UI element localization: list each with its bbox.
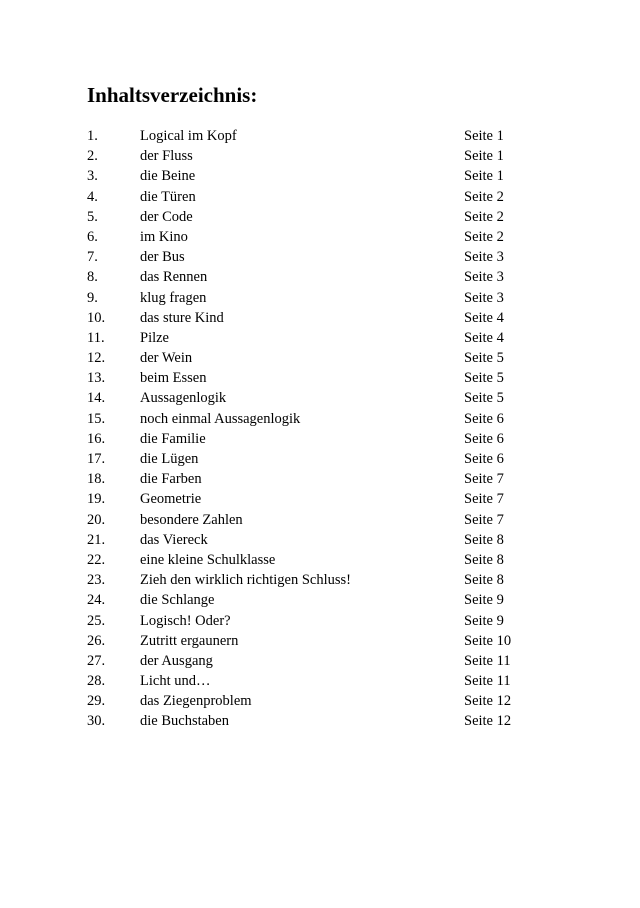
toc-entry-title: die Farben [140,471,202,488]
toc-entry-page: Seite 2 [464,208,504,225]
toc-entry-page: Seite 3 [464,289,504,306]
toc-entry-page: Seite 1 [464,168,504,185]
toc-entry [87,631,547,651]
toc-entry [87,550,547,570]
toc-entry-page: Seite 3 [464,269,504,286]
toc-entry-number: 30. [87,713,106,730]
toc-entry-title: Logical im Kopf [140,128,237,144]
table-of-contents [87,126,547,732]
toc-entry-page: Seite 8 [464,572,504,589]
toc-entry-page: Seite 2 [464,228,504,245]
toc-entry-title: das Rennen [140,269,208,286]
toc-entry-page: Seite 4 [464,329,504,346]
toc-entry-title: der Wein [140,350,193,367]
toc-entry-number: 27. [87,652,106,669]
toc-entry [87,388,547,408]
toc-entry-number: 19. [87,491,106,508]
toc-entry-page: Seite 1 [464,148,504,165]
toc-entry [87,611,547,631]
toc-entry-title: Zutritt ergaunern [140,632,239,649]
toc-entry-number: 13. [87,370,106,387]
toc-entry-page: Seite 11 [464,673,511,690]
toc-entry [87,409,547,429]
toc-entry-number: 5. [87,208,98,225]
toc-entry-title: eine kleine Schulklasse [140,551,276,568]
toc-entry-title: Licht und… [140,673,211,690]
toc-entry [87,348,547,368]
toc-entry-title: Pilze [140,329,169,346]
toc-entry-number: 21. [87,531,106,548]
toc-entry-title: die Türen [140,188,196,205]
toc-entry-number: 15. [87,410,106,427]
toc-entry-page: Seite 5 [464,350,504,367]
toc-entry-title: besondere Zahlen [140,511,243,528]
toc-entry-number: 8. [87,269,98,286]
toc-entry [87,469,547,489]
toc-entry-page: Seite 10 [464,632,512,649]
toc-entry [87,247,547,267]
toc-entry-number: 18. [87,471,106,488]
toc-entry-number: 22. [87,551,106,568]
toc-entry [87,227,547,247]
toc-entry [87,308,547,328]
toc-entry-number: 20. [87,511,106,528]
toc-entry [87,288,547,308]
toc-entry-title: der Fluss [140,148,193,165]
toc-entry [87,146,547,166]
toc-entry-title: die Lügen [140,451,199,467]
toc-entry-page: Seite 5 [464,390,504,407]
toc-entry-number: 7. [87,249,98,266]
toc-entry-page: Seite 12 [464,713,512,730]
toc-entry-page: Seite 9 [464,592,504,609]
toc-entry [87,711,547,731]
toc-entry-page: Seite 11 [464,652,511,669]
toc-entry-number: 6. [87,228,98,245]
toc-entry-title: beim Essen [140,370,207,387]
toc-entry-title: Zieh den wirklich richtigen Schluss! [140,572,352,589]
toc-entry-title: Geometrie [140,491,202,508]
toc-entry [87,328,547,348]
toc-entry-number: 17. [87,451,106,467]
toc-entry [87,570,547,590]
toc-entry-page: Seite 9 [464,612,504,629]
toc-entry-page: Seite 4 [464,309,504,326]
toc-entry-title: die Familie [140,430,206,447]
toc-entry [87,368,547,388]
toc-entry-number: 3. [87,168,98,185]
toc-entry-page: Seite 7 [464,471,504,488]
toc-entry-page: Seite 6 [464,410,504,427]
toc-entry [87,530,547,550]
toc-entry-title: im Kino [140,228,188,245]
toc-entry [87,429,547,449]
toc-entry [87,651,547,671]
toc-entry-number: 23. [87,572,106,589]
toc-entry-page: Seite 8 [464,531,504,548]
toc-entry-title: das sture Kind [140,309,224,326]
toc-entry-title: die Buchstaben [140,713,229,730]
toc-entry-number: 28. [87,673,106,690]
toc-entry-title: das Ziegenproblem [140,693,252,710]
toc-entry-title: noch einmal Aussagenlogik [140,410,301,427]
toc-entry-title: der Ausgang [140,652,213,669]
toc-entry-number: 10. [87,309,106,326]
toc-entry-title: die Schlange [140,592,215,609]
toc-entry [87,267,547,287]
toc-entry-title: der Bus [140,249,185,266]
toc-entry-number: 9. [87,289,98,306]
toc-entry [87,510,547,530]
toc-entry-title: Aussagenlogik [140,390,227,407]
toc-entry-title: das Viereck [140,531,208,548]
toc-entry-page: Seite 6 [464,451,504,467]
toc-entry [87,187,547,207]
toc-entry-number: 2. [87,148,98,165]
toc-entry-number: 16. [87,430,106,447]
toc-entry [87,691,547,711]
toc-entry [87,126,547,146]
toc-entry-number: 1. [87,128,98,144]
toc-entry-number: 26. [87,632,106,649]
toc-entry-page: Seite 12 [464,693,512,710]
toc-entry [87,671,547,691]
page-title: Inhaltsverzeichnis: [87,83,258,107]
toc-entry-title: die Beine [140,168,196,185]
toc-entry [87,166,547,186]
toc-entry-number: 14. [87,390,106,407]
toc-entry-number: 24. [87,592,106,609]
toc-entry [87,449,547,469]
toc-entry-number: 25. [87,612,106,629]
toc-entry-page: Seite 2 [464,188,504,205]
toc-entry-page: Seite 7 [464,511,504,528]
toc-entry-page: Seite 8 [464,551,504,568]
toc-entry-page: Seite 6 [464,430,504,447]
toc-entry-page: Seite 1 [464,128,504,144]
toc-entry [87,489,547,509]
toc-entry-page: Seite 5 [464,370,504,387]
toc-entry-title: klug fragen [140,289,207,306]
toc-entry-title: Logisch! Oder? [140,612,231,629]
toc-entry-number: 12. [87,350,106,367]
toc-entry-number: 4. [87,188,98,205]
toc-entry-number: 29. [87,693,106,710]
toc-entry [87,590,547,610]
toc-entry [87,207,547,227]
toc-entry-page: Seite 7 [464,491,504,508]
toc-entry-title: der Code [140,208,193,225]
toc-entry-number: 11. [87,329,105,346]
toc-entry-page: Seite 3 [464,249,504,266]
